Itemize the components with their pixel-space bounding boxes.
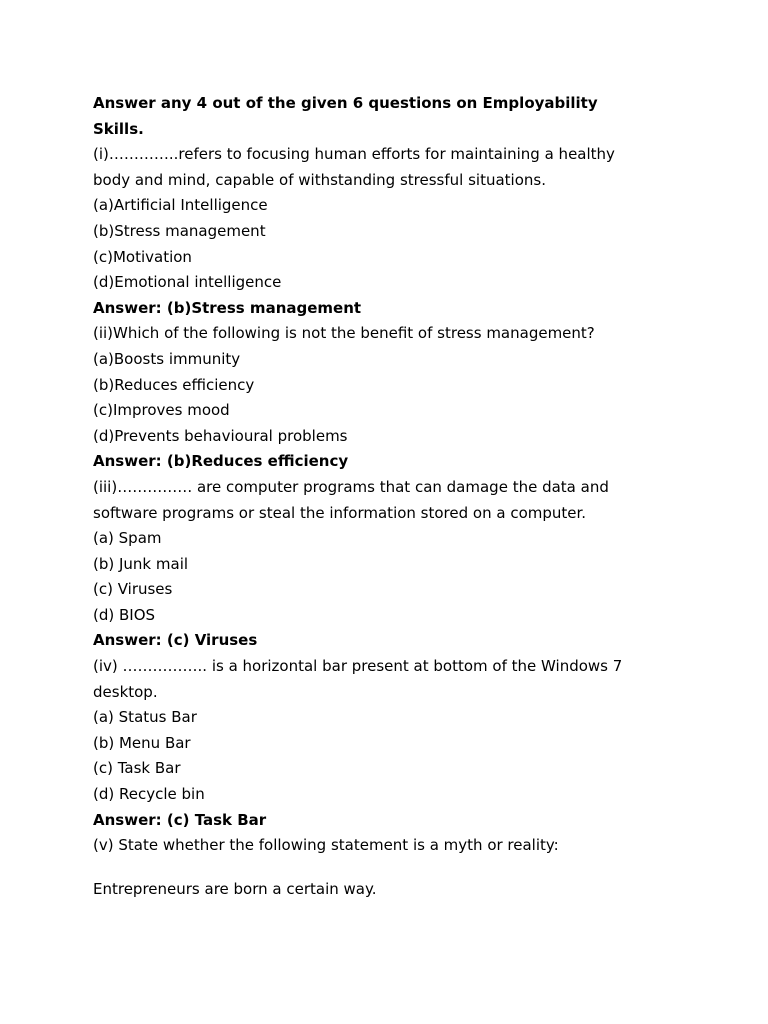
option-c: (c) Viruses <box>93 580 173 599</box>
section-heading-line-1: Answer any 4 out of the given 6 questions on Employability <box>93 94 598 112</box>
option-c: (c) Task Bar <box>93 759 181 778</box>
question-stem-line: (v) State whether the following statement is a myth or reality: <box>93 836 559 855</box>
question-4 <box>93 654 673 833</box>
answer-line: Answer: (c) Viruses <box>93 631 258 650</box>
option-c: (c)Motivation <box>93 247 192 266</box>
option-d: (d) Recycle bin <box>93 785 205 804</box>
statement-line: Entrepreneurs are born a certain way. <box>93 879 377 898</box>
option-b: (b)Stress management <box>93 221 266 240</box>
option-b: (b)Reduces efficiency <box>93 375 255 394</box>
option-a: (a)Boosts immunity <box>93 349 241 368</box>
option-a: (a) Status Bar <box>93 708 197 727</box>
option-d: (d)Emotional intelligence <box>93 273 282 292</box>
question-1 <box>93 142 673 321</box>
option-d: (d)Prevents behavioural problems <box>93 426 348 445</box>
question-2 <box>93 321 673 475</box>
option-c: (c)Improves mood <box>93 401 230 420</box>
option-a: (a) Spam <box>93 529 162 548</box>
question-stem-line: (iv) …………….. is a horizontal bar present at bottom of the Windows 7 <box>93 657 623 676</box>
question-stem-line: body and mind, capable of withstanding stressful situations. <box>93 170 546 189</box>
option-b: (b) Menu Bar <box>93 733 191 752</box>
question-stem-line: (ii)Which of the following is not the benefit of stress management? <box>93 324 595 343</box>
question-stem-line: desktop. <box>93 682 158 701</box>
question-stem-line: (i)…………..refers to focusing human efforts for maintaining a healthy <box>93 145 615 164</box>
question-5 <box>93 833 673 902</box>
option-b: (b) Junk mail <box>93 554 189 573</box>
option-a: (a)Artificial Intelligence <box>93 196 268 215</box>
answer-line: Answer: (c) Task Bar <box>93 810 267 829</box>
section-heading-line-2: Skills. <box>93 119 144 138</box>
answer-line: Answer: (b)Stress management <box>93 298 362 317</box>
answer-line: Answer: (b)Reduces efficiency <box>93 452 349 471</box>
paragraph-gap <box>93 859 673 877</box>
document-page <box>93 91 673 902</box>
question-stem-line: (iii)…………… are computer programs that can damage the data and <box>93 477 609 496</box>
question-3 <box>93 475 673 654</box>
option-d: (d) BIOS <box>93 605 156 624</box>
question-stem-line: software programs or steal the information stored on a computer. <box>93 503 587 522</box>
